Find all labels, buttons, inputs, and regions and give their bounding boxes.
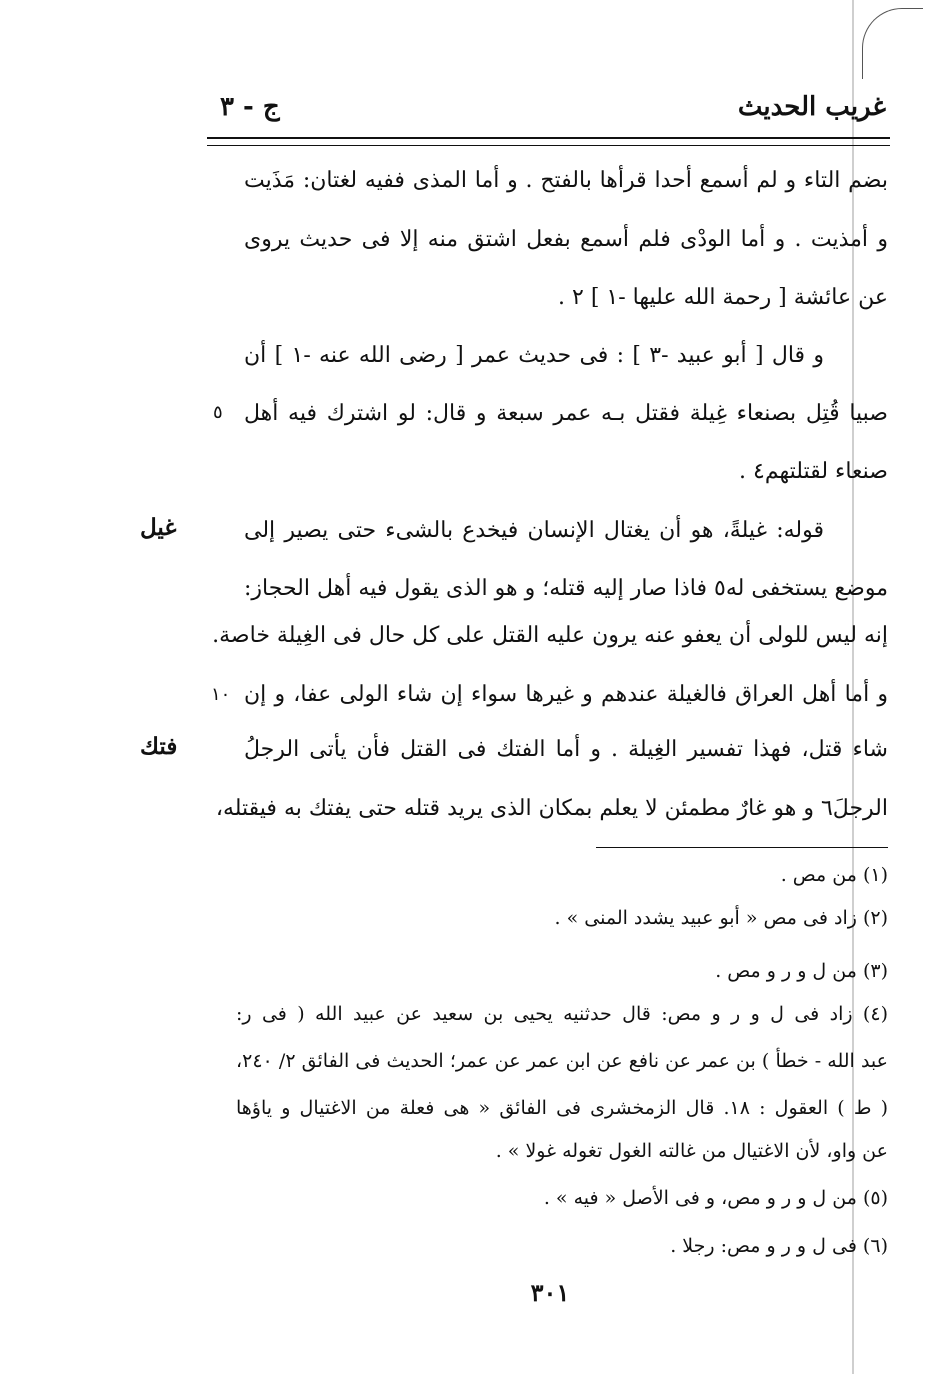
footnote: (٣) من ل و ر و مص . <box>715 960 888 982</box>
footnote: (٤) زاد فى ل و ر و مص: قال حدثنيه يحيى بن سعيد عن عبيد الله ( فى ر: <box>236 1003 888 1025</box>
header-rule-thin <box>207 145 890 146</box>
body-line: قوله: غيلةً، هو أن يغتال الإنسان فيخدع بالشىء حتى يصير إلى <box>244 518 824 543</box>
footnote: (٥) من ل و ر و مص، و فى الأصل « فيه » . <box>543 1187 888 1209</box>
margin-keyword: فتك <box>140 733 178 760</box>
body-line: الرجلَ٦ و هو غارٌ مطمئن لا يعلم بمكان الذى يريد قتله حتى يفتك به فيقتله، <box>215 796 888 821</box>
footnote-continuation: ( ط ) العقول : ١٨. قال الزمخشرى فى الفائق « هى فعلة من الاغتيال و ياؤها <box>236 1097 888 1119</box>
body-line: موضع يستخفى له٥ فاذا صار إليه قتله؛ و هو الذى يقول فيه أهل الحجاز: <box>244 576 888 601</box>
body-line: و أما أهل العراق فالغيلة عندهم و غيرها سواء إن شاء الولى عفا، و إن <box>244 682 888 707</box>
footnote-continuation: عبد الله - خطأ ) بن عمر عن نافع عن ابن عمر عن عمر؛ الحديث فى الفائق ٢/ ٢٤٠، <box>236 1050 888 1072</box>
page-curl <box>862 8 923 79</box>
header-rule-thick <box>207 137 890 139</box>
body-line: شاء قتل، فهذا تفسير الغِيلة . و أما الفتك فى القتل فأن يأتى الرجلُ <box>244 737 888 762</box>
page-number: ٣٠١ <box>530 1278 570 1307</box>
running-header <box>210 92 886 132</box>
line-number: ٥ <box>213 402 223 423</box>
body-line: صبيا قُتِل بصنعاء غِيلة فقتل بـه عمر سبعة و قال: لو اشترك فيه أهل <box>244 401 888 426</box>
footnote: (٦) فى ل و ر و مص: رجلا . <box>670 1235 888 1257</box>
body-line: صنعاء لقتلتهم٤ . <box>739 459 888 484</box>
margin-keyword: غيل <box>140 514 177 541</box>
body-line: و قال [ أبو عبيد -٣ ] : فى حديث عمر [ رضى الله عنه -١ ] أن <box>244 343 825 368</box>
footnote: (٢) زاد فى مص « أبو عبيد يشدد المنى » . <box>554 907 888 929</box>
body-line: و أمذيت . و أما الودْى فلم أسمع بفعل اشتق منه إلا فى حديث يروى <box>244 227 888 252</box>
body-line: إنه ليس للولى أن يعفو عنه يرون عليه القتل على كل حال فى الغِيلة خاصة. <box>212 623 888 648</box>
footnote-continuation: عن واو، لأن الاغتيال من غالته الغول تغوله غولا » . <box>495 1140 888 1162</box>
body-line: عن عائشة [ رحمة الله عليها -١ ] ٢ . <box>558 285 888 310</box>
body-line: بضم التاء و لم أسمع أحدا قرأها بالفتح . و أما المذى ففيه لغتان: مَذَيت <box>244 168 889 193</box>
footnote-separator <box>596 847 888 848</box>
line-number: ١٠ <box>211 684 231 705</box>
volume-label: ج - ٣ <box>220 92 280 122</box>
book-title: غريب الحديث <box>737 92 886 122</box>
footnote: (١) من مص . <box>780 864 888 886</box>
